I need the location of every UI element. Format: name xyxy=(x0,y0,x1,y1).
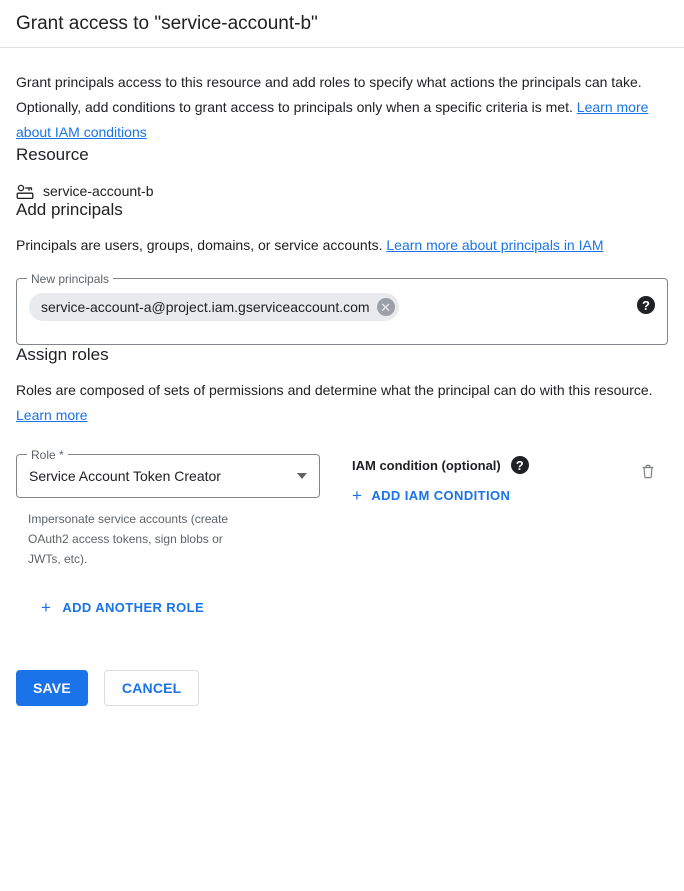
iam-condition-label: IAM condition (optional) xyxy=(352,457,501,473)
help-icon[interactable]: ? xyxy=(637,296,655,314)
assign-roles-heading: Assign roles xyxy=(16,345,109,364)
add-principals-heading: Add principals xyxy=(16,200,123,219)
chevron-down-icon[interactable] xyxy=(297,473,307,479)
new-principals-field[interactable] xyxy=(16,272,668,345)
principal-chip-label: service-account-a@project.iam.gserviceaccount.com xyxy=(41,299,370,315)
resource-heading: Resource xyxy=(16,145,89,164)
principals-description-text: Principals are users, groups, domains, or service accounts. xyxy=(16,237,383,253)
principal-chip[interactable] xyxy=(29,293,399,321)
delete-role-column xyxy=(628,454,668,485)
role-select[interactable] xyxy=(16,448,320,498)
roles-learn-more-link[interactable]: Learn more xyxy=(16,407,88,423)
trash-icon[interactable] xyxy=(639,462,657,485)
panel-body xyxy=(0,70,684,706)
iam-condition-title-row xyxy=(352,456,628,474)
service-account-icon xyxy=(16,182,34,200)
iam-condition-column xyxy=(352,454,628,506)
plus-icon: + xyxy=(352,486,363,505)
form-actions xyxy=(16,670,668,706)
assign-roles-description-text: Roles are composed of sets of permissions and determine what the principal can do with this resource. xyxy=(16,382,653,398)
role-select-value: Service Account Token Creator xyxy=(29,468,221,484)
plus-icon: + xyxy=(41,598,52,617)
panel-header xyxy=(0,0,684,48)
intro-description: Grant principals access to this resource and add roles to specify what actions the principals can take. Optionally, add conditions to grant access to principals only when a specific criteria is met. xyxy=(16,74,642,115)
close-icon[interactable]: ✕ xyxy=(377,298,395,316)
role-select-label: Role * xyxy=(27,447,68,463)
assign-roles-description xyxy=(16,378,664,428)
role-row xyxy=(16,448,668,569)
add-another-role-button[interactable] xyxy=(41,599,204,616)
page-title: Grant access to "service-account-b" xyxy=(16,12,318,34)
intro-text xyxy=(16,70,664,145)
save-button[interactable]: SAVE xyxy=(16,670,88,706)
iam-conditions-learn-more-link[interactable]: Learn more about IAM conditions xyxy=(16,99,649,140)
resource-name: service-account-b xyxy=(43,183,154,199)
role-column xyxy=(16,448,320,569)
principals-learn-more-link[interactable]: Learn more about principals in IAM xyxy=(386,237,604,253)
add-iam-condition-button[interactable] xyxy=(352,487,510,504)
cancel-button[interactable]: CANCEL xyxy=(104,670,200,706)
add-iam-condition-label: ADD IAM CONDITION xyxy=(371,488,511,503)
new-principals-label: New principals xyxy=(27,271,113,287)
role-description: Impersonate service accounts (create OAuth2 access tokens, sign blobs or JWTs, etc). xyxy=(28,512,229,566)
principals-description xyxy=(16,233,664,258)
resource-row xyxy=(16,182,668,200)
help-icon[interactable]: ? xyxy=(511,456,529,474)
add-another-role-label: ADD ANOTHER ROLE xyxy=(62,600,205,615)
